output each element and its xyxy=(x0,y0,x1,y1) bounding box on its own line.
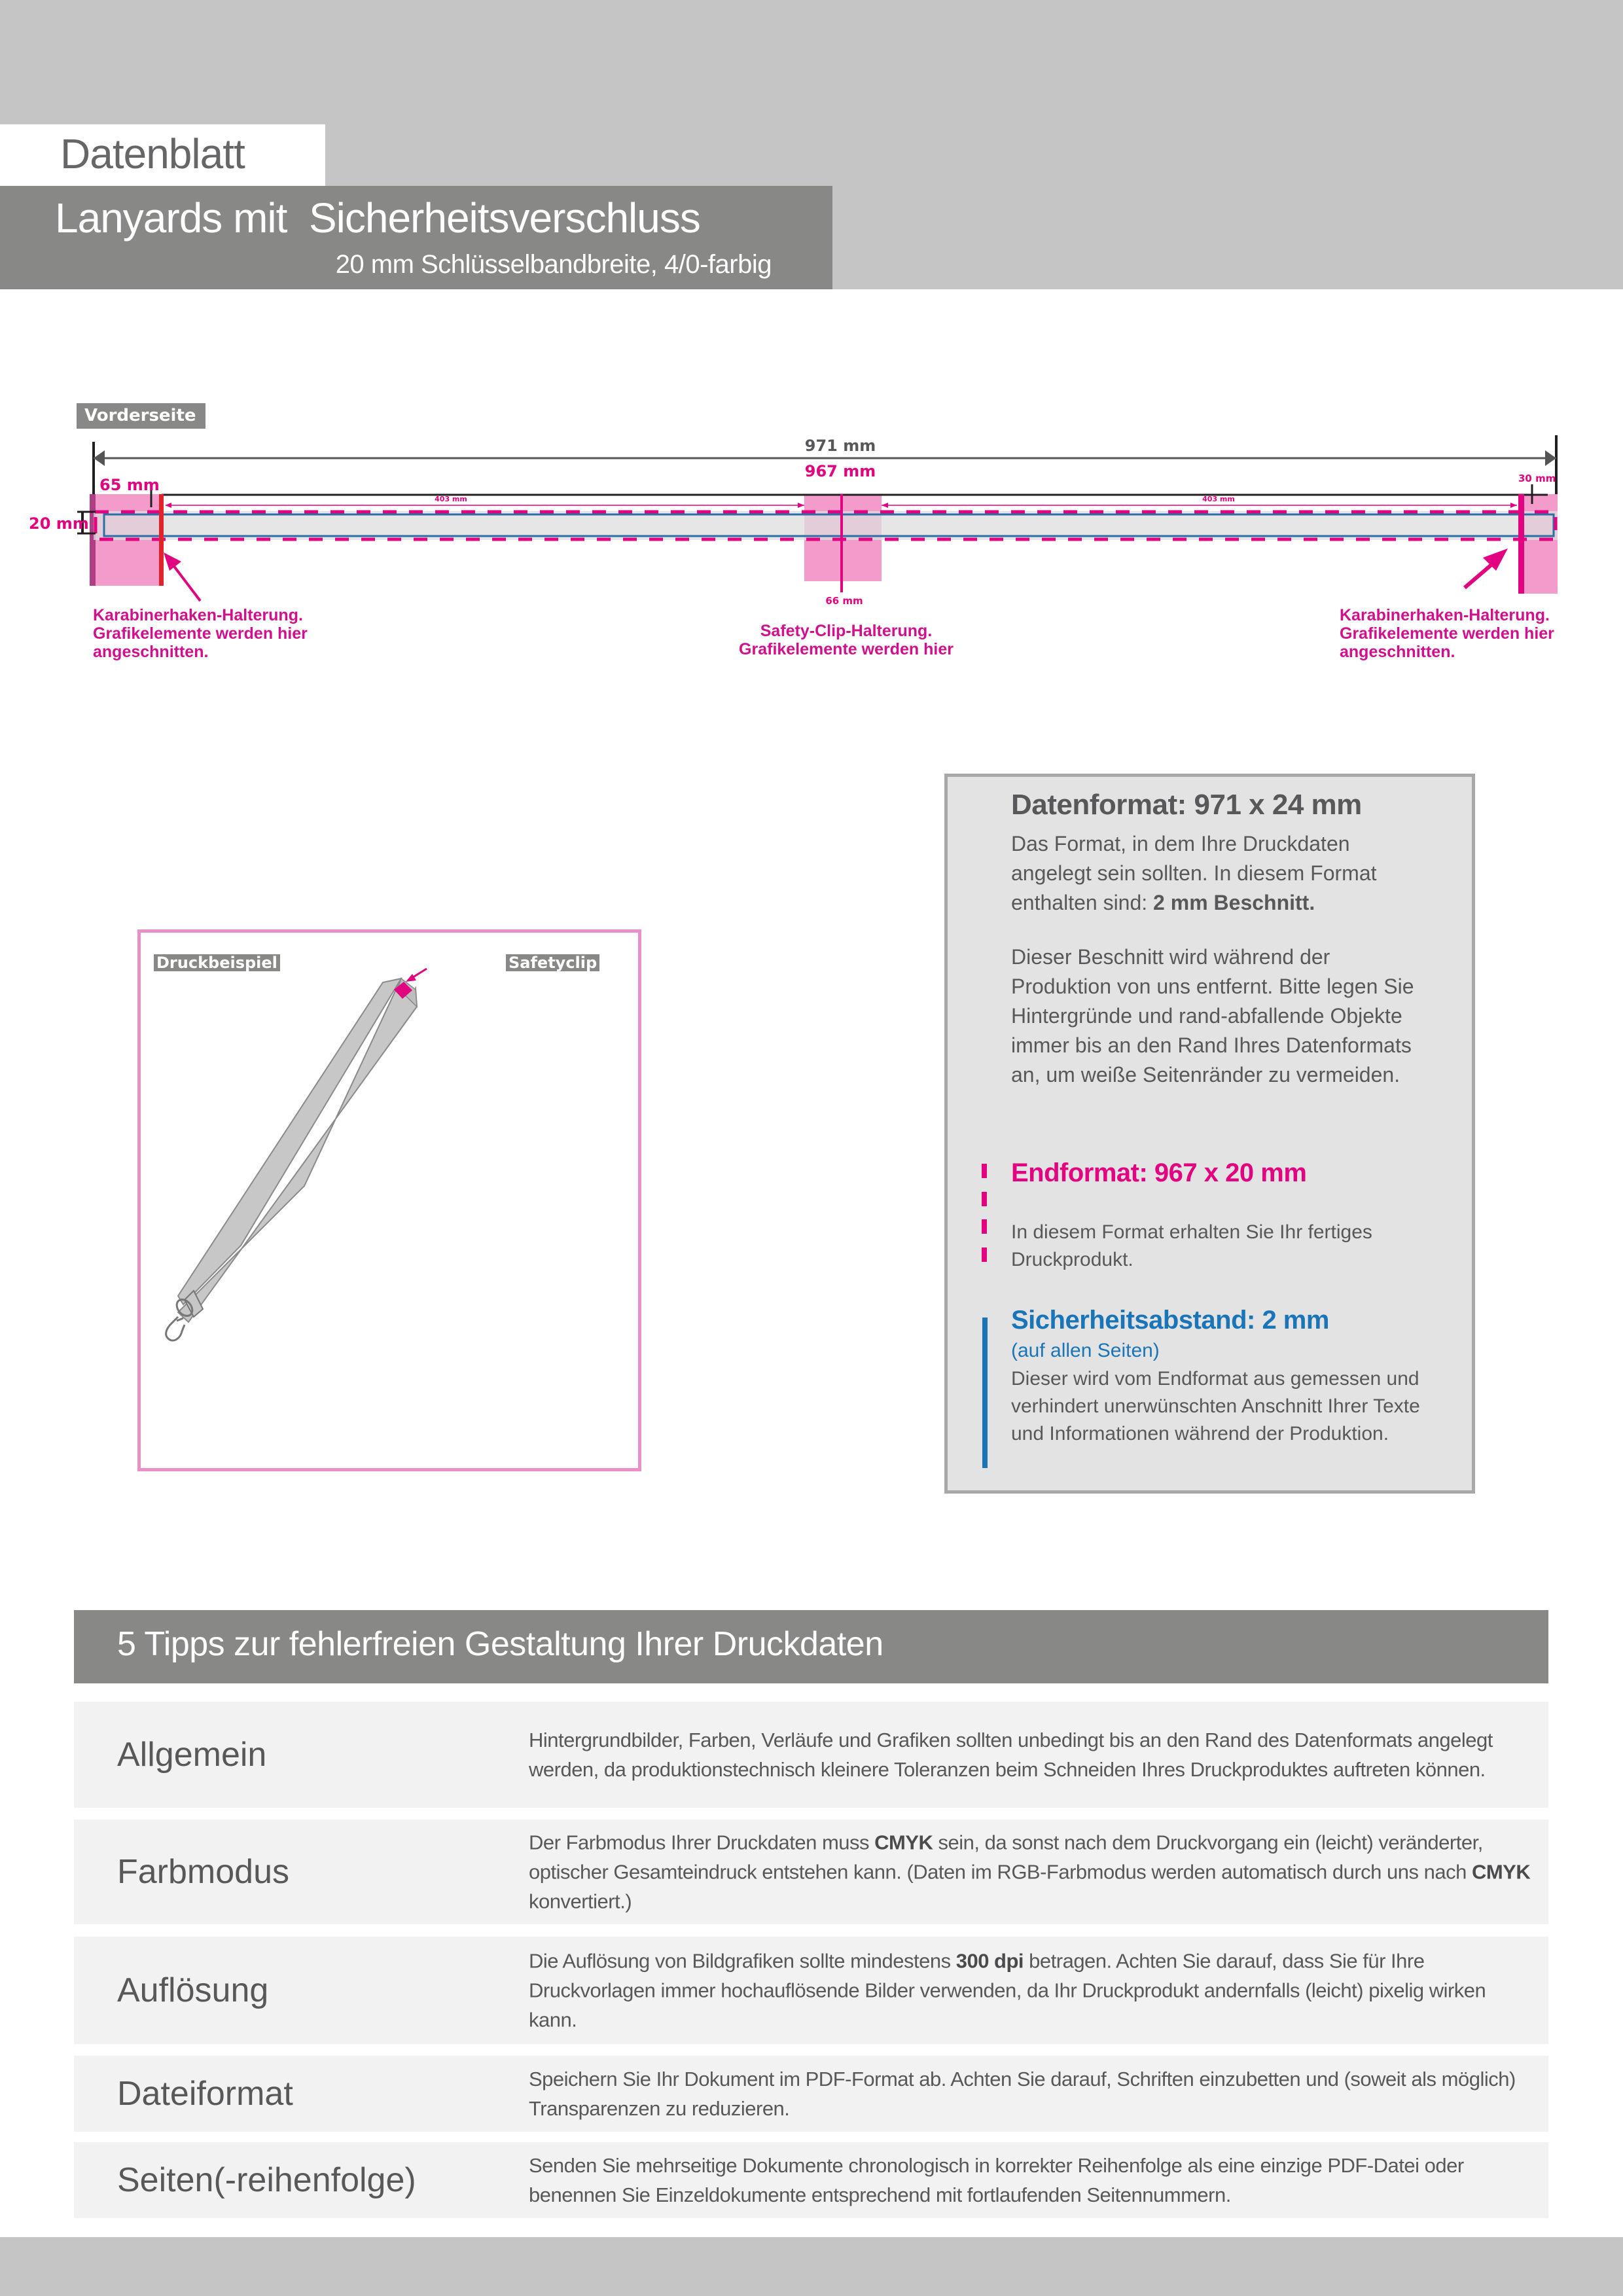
tip-label: Farbmodus xyxy=(117,1853,289,1891)
right-cut-line xyxy=(1518,494,1524,594)
sicherheitsabstand-text: Dieser wird vom Endformat aus gemessen und verhindert unerwünschten Anschnitt Ihrer Texte und Informationen während der Produktion. xyxy=(1011,1368,1420,1444)
footer-band xyxy=(0,2237,1623,2296)
page-title: Lanyards mit Sicherheitsverschluss xyxy=(55,194,700,242)
datenformat-text-lead: Das Format, in dem Ihre Druckdaten angelegt sein sollten. In diesem Format enthalten sind: xyxy=(1011,832,1377,914)
tip-text-segment: sein, da sonst nach dem Druckvorgang ein (leicht) veränderter, optischer Gesamteindruck entstehen kann. (Daten im RGB-Farbmodus werden automatisch durch uns nach xyxy=(529,1831,1483,1884)
arrow-head-icon xyxy=(164,552,181,571)
segment-arrow-icon xyxy=(1510,503,1517,508)
note-line: Karabinerhaken-Halterung. xyxy=(93,606,303,624)
page-subtitle: 20 mm Schlüsselbandbreite, 4/0-farbig xyxy=(335,250,772,279)
tip-text-segment: betragen. Achten Sie darauf, dass Sie für Ihre Druckvorlagen immer hochauflösende Bilder verwenden, da Ihr Druckprodukt andernfalls (leicht) pixelig wirken kann. xyxy=(529,1949,1486,2032)
sicherheitsabstand-title: Sicherheitsabstand: 2 mm xyxy=(1011,1306,1329,1335)
tip-text-segment: Der Farbmodus Ihrer Druckdaten muss xyxy=(529,1831,875,1854)
segment-arrow-icon xyxy=(798,503,804,508)
datenformat-text-bold: 2 mm Beschnitt. xyxy=(1153,891,1315,914)
title-bar xyxy=(0,186,832,289)
lanyard-strap-back xyxy=(178,978,401,1304)
example-label-druckbeispiel: Druckbeispiel xyxy=(154,954,280,971)
tip-row xyxy=(74,1702,1548,1808)
tip-label: Allgemein xyxy=(117,1736,267,1774)
tip-text-bold: CMYK xyxy=(1471,1860,1531,1884)
endformat-dash-icon xyxy=(982,1164,987,1178)
segment-right-label: 403 mm xyxy=(1202,495,1235,503)
left-hook-note xyxy=(93,606,308,661)
right-hook-note xyxy=(1340,606,1554,661)
clip-note xyxy=(738,622,954,658)
tip-label: Seiten(-reihenfolge) xyxy=(117,2161,416,2199)
tip-text xyxy=(529,2151,1537,2210)
datenformat-text-2: Dieser Beschnitt wird während der Produktion von uns entfernt. Bitte legen Sie Hintergründe und rand-abfallende Objekte immer bis an den Rand Ihres Datenformats an, um weiße Seitenränder zu vermeiden. xyxy=(1011,945,1414,1086)
tip-text-segment: Senden Sie mehrseitige Dokumente chronologisch in korrekter Reihenfolge als eine einzige PDF-Datei oder benennen Sie Einzeldokumente entsprechend mit fortlaufenden Seitennummern. xyxy=(529,2154,1464,2206)
tip-text-segment: Hintergrundbilder, Farben, Verläufe und Grafiken sollten unbedingt bis an den Rand des Datenformats angelegt werden, da produktionstechnisch kleinere Toleranzen beim Schneiden Ihres Druckproduktes auftreten können. xyxy=(529,1729,1493,1781)
tip-text xyxy=(529,1946,1537,2035)
sicherheitsabstand-subtitle: (auf allen Seiten) xyxy=(1011,1340,1160,1361)
segment-arrow-icon xyxy=(882,503,888,508)
clip-zone-label: 66 mm xyxy=(825,595,863,607)
endformat-dash-icon xyxy=(982,1247,987,1262)
tip-text-bold: 300 dpi xyxy=(955,1949,1024,1973)
tip-row xyxy=(74,1820,1548,1924)
note-line: Grafikelemente werden hier xyxy=(1340,624,1554,643)
endformat-dash-icon xyxy=(982,1192,987,1206)
note-line: Grafikelemente werden hier xyxy=(739,640,954,658)
tips-header xyxy=(74,1610,1548,1683)
left-zone-label: 65 mm xyxy=(99,476,160,494)
endformat-title: Endformat: 967 x 20 mm xyxy=(1011,1158,1307,1187)
dim-total-label: 971 mm xyxy=(804,437,876,455)
segment-arrow-icon xyxy=(165,503,171,508)
example-label-safetyclip: Safetyclip xyxy=(506,954,599,971)
datenblatt-label-box xyxy=(0,124,325,186)
dim-final-label: 967 mm xyxy=(804,462,876,480)
tip-text-segment: Speichern Sie Ihr Dokument im PDF-Format ab. Achten Sie darauf, Schriften einzubetten und (soweit als möglich) Transparenzen zu reduzieren. xyxy=(529,2068,1516,2120)
tip-text-segment: Die Auflösung von Bildgrafiken sollte mindestens xyxy=(529,1949,956,1973)
datenblatt-label: Datenblatt xyxy=(60,130,245,177)
arrow-right-icon xyxy=(1545,450,1556,466)
tip-row xyxy=(74,2142,1548,2218)
tip-text xyxy=(529,1725,1537,1784)
note-line: Safety-Clip-Halterung. xyxy=(760,622,933,640)
tip-text-segment: konvertiert.) xyxy=(529,1890,632,1913)
tip-text xyxy=(529,1828,1537,1916)
height-label: 20 mm xyxy=(29,514,89,533)
tip-label: Auflösung xyxy=(117,1971,269,2009)
note-line: Karabinerhaken-Halterung. xyxy=(1340,606,1550,624)
right-note-arrow xyxy=(1465,564,1492,588)
tip-row xyxy=(74,1937,1548,2044)
right-zone-label: 30 mm xyxy=(1518,473,1556,484)
format-info-box xyxy=(944,774,1475,1494)
datenformat-title: Datenformat: 971 x 24 mm xyxy=(1011,789,1362,821)
left-cut-line xyxy=(159,494,164,586)
note-line: angeschnitten. xyxy=(93,643,209,661)
tip-text-bold: CMYK xyxy=(874,1831,933,1854)
datenformat-text xyxy=(1011,829,1430,918)
left-note-arrow xyxy=(171,563,200,601)
sicherheitsabstand-bar-icon xyxy=(982,1318,988,1468)
tips-title: 5 Tipps zur fehlerfreien Gestaltung Ihrer Druckdaten xyxy=(117,1625,883,1663)
arrow-left-icon xyxy=(94,450,105,466)
endformat-dash-icon xyxy=(982,1219,987,1234)
lanyard-illustration xyxy=(137,929,641,1471)
segment-left-label: 403 mm xyxy=(435,495,467,503)
side-label-vorderseite: Vorderseite xyxy=(77,403,205,429)
note-line: angeschnitten. xyxy=(1340,643,1455,661)
tip-row xyxy=(74,2056,1548,2132)
tip-text xyxy=(529,2064,1537,2123)
tip-label: Dateiformat xyxy=(117,2075,293,2113)
note-line: Grafikelemente werden hier xyxy=(93,624,308,643)
endformat-text: In diesem Format erhalten Sie Ihr fertiges Druckprodukt. xyxy=(1011,1221,1372,1270)
